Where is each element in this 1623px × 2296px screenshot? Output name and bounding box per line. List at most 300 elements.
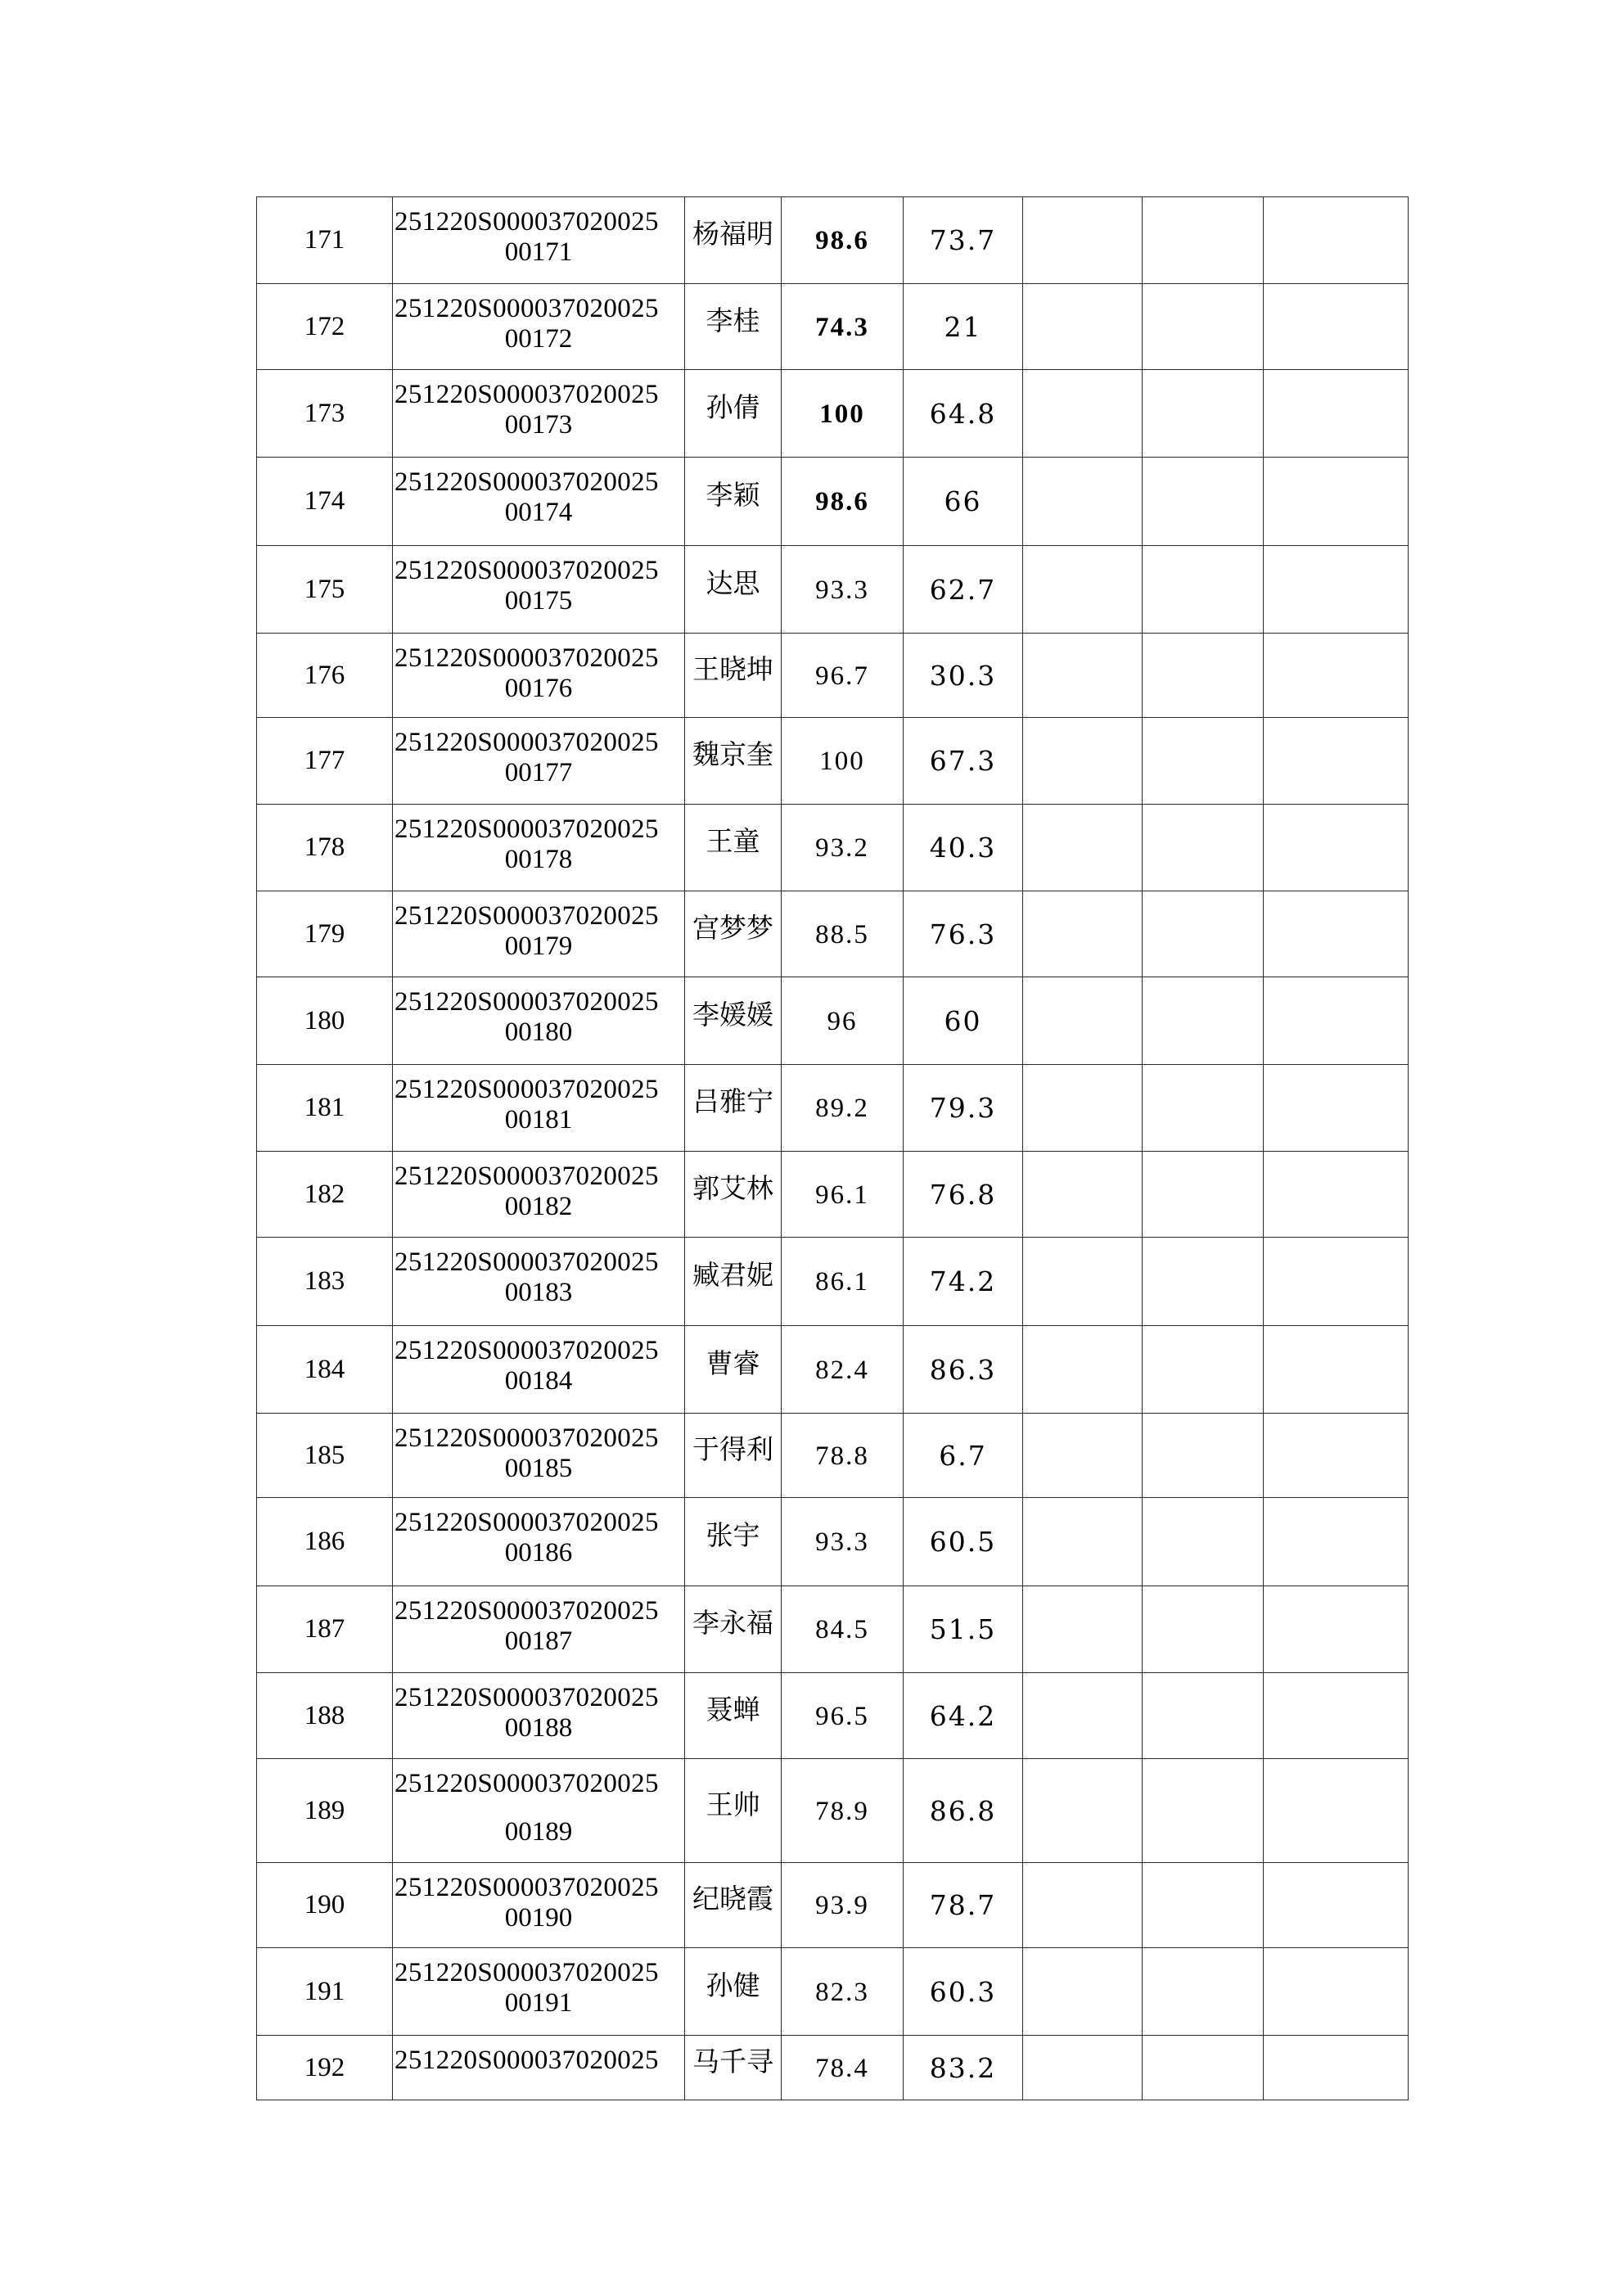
score-1-cell: [782, 1065, 904, 1152]
candidate-name-cell: [685, 1238, 782, 1326]
candidate-id-line-1: 251220S000037020025: [394, 294, 659, 323]
table-row: [257, 546, 1409, 634]
row-number-cell: [257, 1414, 393, 1498]
score-1-cell: [782, 197, 904, 284]
score-1-cell: [782, 891, 904, 977]
score-1-cell: [782, 1586, 904, 1673]
row-number-cell: [257, 977, 393, 1065]
candidate-id-cell: [393, 805, 685, 891]
table-row: [257, 1759, 1409, 1863]
candidate-id-line-1: 251220S000037020025: [394, 2046, 659, 2075]
candidate-name: 宫梦梦: [692, 911, 773, 944]
table-row: [257, 284, 1409, 370]
row-number: 192: [304, 2052, 345, 2082]
row-number: 185: [304, 1440, 345, 1470]
score-1-cell: [782, 1673, 904, 1759]
candidate-id-line-1: 251220S000037020025: [394, 1162, 659, 1191]
score-2: 76.3: [929, 918, 997, 950]
candidate-id-line-1: 251220S000037020025: [394, 643, 659, 673]
empty-cell-1: [1023, 1759, 1143, 1863]
candidate-id-cell: [393, 546, 685, 634]
row-number-cell: [257, 634, 393, 718]
row-number-cell: [257, 891, 393, 977]
empty-cell-3: [1264, 1414, 1409, 1498]
empty-cell-3: [1264, 1152, 1409, 1238]
empty-cell-3: [1264, 1948, 1409, 2036]
score-2: 60.3: [929, 1975, 997, 2008]
table-row: [257, 1498, 1409, 1586]
candidate-name: 王帅: [706, 1788, 760, 1820]
empty-cell-3: [1264, 977, 1409, 1065]
candidate-name: 李媛媛: [692, 998, 773, 1031]
candidate-name-cell: [685, 1326, 782, 1414]
empty-cell-1: [1023, 1414, 1143, 1498]
candidate-id-line-2: 00189: [504, 1817, 573, 1847]
score-2-cell: [904, 1673, 1023, 1759]
candidate-name: 杨福明: [692, 218, 773, 250]
candidate-id-line-2: 00187: [504, 1626, 573, 1656]
score-1-cell: [782, 546, 904, 634]
empty-cell-2: [1143, 1586, 1264, 1673]
candidate-name: 孙倩: [706, 390, 760, 423]
table-row: [257, 718, 1409, 805]
table-row: [257, 1948, 1409, 2036]
score-2-cell: [904, 1326, 1023, 1414]
score-2-cell: [904, 1414, 1023, 1498]
candidate-id-cell: [393, 1326, 685, 1414]
candidate-name: 魏京奎: [692, 738, 773, 770]
empty-cell-3: [1264, 1238, 1409, 1326]
score-1: 98.6: [815, 487, 869, 516]
empty-cell-3: [1264, 546, 1409, 634]
table-row: [257, 2036, 1409, 2100]
empty-cell-3: [1264, 1673, 1409, 1759]
empty-cell-2: [1143, 1673, 1264, 1759]
candidate-id-cell: [393, 634, 685, 718]
candidate-id-line-1: 251220S000037020025: [394, 1873, 659, 1902]
score-2: 51.5: [929, 1613, 997, 1645]
table-row: [257, 1326, 1409, 1414]
row-number-cell: [257, 1759, 393, 1863]
empty-cell-1: [1023, 197, 1143, 284]
row-number-cell: [257, 1498, 393, 1586]
score-2-cell: [904, 718, 1023, 805]
candidate-name: 臧君妮: [692, 1259, 773, 1291]
score-2-cell: [904, 977, 1023, 1065]
row-number: 171: [304, 225, 345, 255]
candidate-id-line-2: 00171: [504, 237, 573, 267]
row-number: 179: [304, 918, 345, 949]
score-1-cell: [782, 1498, 904, 1586]
empty-cell-1: [1023, 1152, 1143, 1238]
score-2-cell: [904, 805, 1023, 891]
empty-cell-1: [1023, 1065, 1143, 1152]
candidate-id-line-1: 251220S000037020025: [394, 814, 659, 844]
candidate-id-cell: [393, 1586, 685, 1673]
empty-cell-2: [1143, 1498, 1264, 1586]
score-1-cell: [782, 805, 904, 891]
score-2: 60: [944, 1004, 982, 1037]
candidate-name-cell: [685, 634, 782, 718]
score-2: 62.7: [929, 573, 997, 606]
row-number: 173: [304, 398, 345, 428]
score-1-cell: [782, 370, 904, 458]
candidate-id-line-1: 251220S000037020025: [394, 987, 659, 1017]
candidate-id-line-1: 251220S000037020025: [394, 1247, 659, 1277]
empty-cell-2: [1143, 634, 1264, 718]
candidate-name: 李桂: [706, 304, 760, 336]
candidate-id-cell: [393, 458, 685, 546]
empty-cell-2: [1143, 805, 1264, 891]
score-1: 86.1: [815, 1267, 869, 1297]
candidate-id-line-2: 00191: [504, 1988, 573, 2018]
score-1: 93.9: [815, 1891, 869, 1920]
candidate-name: 郭艾林: [692, 1171, 773, 1204]
score-1-cell: [782, 458, 904, 546]
empty-cell-3: [1264, 718, 1409, 805]
table-row: [257, 1863, 1409, 1948]
empty-cell-1: [1023, 1673, 1143, 1759]
score-2: 64.2: [929, 1699, 997, 1732]
score-2-cell: [904, 1498, 1023, 1586]
empty-cell-2: [1143, 1759, 1264, 1863]
score-2: 73.7: [929, 224, 997, 256]
empty-cell-3: [1264, 805, 1409, 891]
candidate-id-cell: [393, 284, 685, 370]
empty-cell-2: [1143, 1238, 1264, 1326]
empty-cell-3: [1264, 2036, 1409, 2100]
candidate-id-line-1: 251220S000037020025: [394, 1683, 659, 1712]
score-2: 40.3: [929, 832, 997, 864]
row-number: 175: [304, 574, 345, 604]
row-number-cell: [257, 284, 393, 370]
score-1: 98.6: [815, 226, 869, 255]
candidate-id-cell: [393, 1414, 685, 1498]
table-row: [257, 634, 1409, 718]
empty-cell-3: [1264, 1065, 1409, 1152]
candidate-id-line-1: 251220S000037020025: [394, 556, 659, 585]
score-1-cell: [782, 634, 904, 718]
score-2: 66: [944, 485, 982, 517]
score-1: 96: [827, 1006, 858, 1036]
candidate-id-line-1: 251220S000037020025: [394, 1958, 659, 1987]
score-2-cell: [904, 1759, 1023, 1863]
row-number-cell: [257, 1948, 393, 2036]
empty-cell-2: [1143, 458, 1264, 546]
empty-cell-1: [1023, 891, 1143, 977]
candidate-name-cell: [685, 197, 782, 284]
candidate-id-line-2: 00180: [504, 1017, 573, 1047]
candidate-name-cell: [685, 805, 782, 891]
empty-cell-1: [1023, 1238, 1143, 1326]
empty-cell-1: [1023, 634, 1143, 718]
score-2-cell: [904, 634, 1023, 718]
score-1: 96.1: [815, 1180, 869, 1210]
candidate-name-cell: [685, 458, 782, 546]
candidate-id-line-1: 251220S000037020025: [394, 1336, 659, 1365]
table-row: [257, 370, 1409, 458]
empty-cell-2: [1143, 1948, 1264, 2036]
score-2-cell: [904, 546, 1023, 634]
row-number-cell: [257, 1863, 393, 1948]
candidate-name-cell: [685, 1759, 782, 1863]
candidate-id-cell: [393, 977, 685, 1065]
candidate-id-line-1: 251220S000037020025: [394, 728, 659, 757]
row-number-cell: [257, 197, 393, 284]
row-number: 190: [304, 1890, 345, 1919]
score-2: 60.5: [929, 1526, 997, 1558]
score-1-cell: [782, 977, 904, 1065]
row-number: 188: [304, 1700, 345, 1730]
score-2-cell: [904, 2036, 1023, 2100]
row-number: 191: [304, 1976, 345, 2006]
candidate-id-line-2: 00182: [504, 1192, 573, 1221]
empty-cell-1: [1023, 1586, 1143, 1673]
candidate-name: 纪晓霞: [692, 1883, 773, 1915]
row-number: 184: [304, 1354, 345, 1384]
score-1-cell: [782, 1238, 904, 1326]
empty-cell-2: [1143, 2036, 1264, 2100]
candidate-id-line-1: 251220S000037020025: [394, 1769, 659, 1798]
candidate-name-cell: [685, 1863, 782, 1948]
row-number: 182: [304, 1179, 345, 1209]
score-2: 30.3: [929, 659, 997, 692]
candidate-id-line-1: 251220S000037020025: [394, 380, 659, 409]
score-1-cell: [782, 1326, 904, 1414]
row-number: 187: [304, 1614, 345, 1644]
candidate-name-cell: [685, 1065, 782, 1152]
candidate-name-cell: [685, 1414, 782, 1498]
score-1: 82.3: [815, 1977, 869, 2007]
row-number-cell: [257, 1326, 393, 1414]
table-row: [257, 1673, 1409, 1759]
score-1-cell: [782, 1414, 904, 1498]
score-table: [256, 196, 1409, 2100]
row-number: 177: [304, 746, 345, 775]
table-row: [257, 805, 1409, 891]
table-body: [257, 197, 1409, 2100]
empty-cell-2: [1143, 718, 1264, 805]
candidate-id-cell: [393, 197, 685, 284]
empty-cell-1: [1023, 718, 1143, 805]
score-2-cell: [904, 1863, 1023, 1948]
score-2: 21: [944, 310, 982, 343]
row-number: 189: [304, 1795, 345, 1825]
row-number: 183: [304, 1266, 345, 1296]
candidate-id-line-2: 00185: [504, 1454, 573, 1483]
row-number: 178: [304, 832, 345, 862]
empty-cell-3: [1264, 891, 1409, 977]
candidate-id-line-1: 251220S000037020025: [394, 1075, 659, 1104]
score-2: 6.7: [939, 1439, 987, 1472]
empty-cell-1: [1023, 284, 1143, 370]
score-2-cell: [904, 1948, 1023, 2036]
score-2: 67.3: [929, 745, 997, 777]
empty-cell-3: [1264, 370, 1409, 458]
table-row: [257, 1586, 1409, 1673]
score-1: 93.2: [815, 833, 869, 863]
candidate-name-cell: [685, 370, 782, 458]
score-2: 74.2: [929, 1265, 997, 1297]
score-2-cell: [904, 458, 1023, 546]
candidate-id-cell: [393, 1759, 685, 1863]
row-number-cell: [257, 1065, 393, 1152]
candidate-id-cell: [393, 891, 685, 977]
row-number-cell: [257, 1586, 393, 1673]
candidate-name-cell: [685, 1498, 782, 1586]
candidate-id-line-2: 00183: [504, 1278, 573, 1307]
row-number-cell: [257, 1152, 393, 1238]
empty-cell-2: [1143, 546, 1264, 634]
candidate-id-line-2: 00177: [504, 758, 573, 787]
candidate-id-line-2: 00173: [504, 410, 573, 440]
candidate-name-cell: [685, 2036, 782, 2100]
row-number-cell: [257, 1673, 393, 1759]
table-row: [257, 1065, 1409, 1152]
candidate-id-line-2: 00181: [504, 1105, 573, 1134]
candidate-name: 张宇: [706, 1519, 760, 1551]
row-number-cell: [257, 2036, 393, 2100]
row-number-cell: [257, 718, 393, 805]
score-2-cell: [904, 1152, 1023, 1238]
candidate-name: 曹睿: [706, 1346, 760, 1379]
score-1: 93.3: [815, 1527, 869, 1557]
empty-cell-1: [1023, 805, 1143, 891]
score-1-cell: [782, 718, 904, 805]
candidate-id-line-2: 00174: [504, 498, 573, 527]
score-2: 83.2: [929, 2051, 997, 2084]
candidate-name-cell: [685, 284, 782, 370]
candidate-id-line-1: 251220S000037020025: [394, 1596, 659, 1626]
empty-cell-1: [1023, 1326, 1143, 1414]
empty-cell-1: [1023, 458, 1143, 546]
score-1: 84.5: [815, 1615, 869, 1644]
candidate-id-cell: [393, 1238, 685, 1326]
score-1-cell: [782, 1759, 904, 1863]
candidate-id-line-1: 251220S000037020025: [394, 1508, 659, 1537]
score-2-cell: [904, 284, 1023, 370]
empty-cell-1: [1023, 977, 1143, 1065]
candidate-name-cell: [685, 977, 782, 1065]
score-1-cell: [782, 2036, 904, 2100]
row-number: 181: [304, 1093, 345, 1122]
empty-cell-1: [1023, 1948, 1143, 2036]
candidate-id-line-2: 00186: [504, 1538, 573, 1568]
empty-cell-3: [1264, 634, 1409, 718]
score-1: 78.8: [815, 1441, 869, 1471]
score-1: 78.4: [815, 2053, 869, 2083]
candidate-name: 于得利: [692, 1432, 773, 1465]
score-2-cell: [904, 891, 1023, 977]
empty-cell-3: [1264, 197, 1409, 284]
candidate-id-cell: [393, 2036, 685, 2100]
table-row: [257, 458, 1409, 546]
candidate-id-line-2: 00172: [504, 324, 573, 354]
candidate-id-line-1: 251220S000037020025: [394, 901, 659, 931]
candidate-id-cell: [393, 1673, 685, 1759]
candidate-id-line-1: 251220S000037020025: [394, 1423, 659, 1453]
empty-cell-2: [1143, 891, 1264, 977]
score-1: 93.3: [815, 575, 869, 605]
candidate-name: 李颖: [706, 479, 760, 511]
empty-cell-1: [1023, 370, 1143, 458]
score-2-cell: [904, 1238, 1023, 1326]
candidate-id-line-2: 00176: [504, 674, 573, 703]
candidate-id-line-2: 00190: [504, 1903, 573, 1933]
table-row: [257, 1414, 1409, 1498]
score-2-cell: [904, 1065, 1023, 1152]
candidate-name: 聂蝉: [706, 1693, 760, 1725]
row-number: 180: [304, 1005, 345, 1035]
score-1: 100: [819, 399, 865, 429]
candidate-name-cell: [685, 718, 782, 805]
table-row: [257, 891, 1409, 977]
empty-cell-3: [1264, 1498, 1409, 1586]
row-number: 172: [304, 311, 345, 341]
candidate-name: 王童: [706, 825, 760, 857]
candidate-id-line-2: 00179: [504, 931, 573, 961]
empty-cell-1: [1023, 1498, 1143, 1586]
candidate-name-cell: [685, 1673, 782, 1759]
empty-cell-3: [1264, 1863, 1409, 1948]
score-2: 64.8: [929, 397, 997, 430]
candidate-name-cell: [685, 1948, 782, 2036]
empty-cell-1: [1023, 546, 1143, 634]
score-2: 86.8: [929, 1794, 997, 1827]
candidate-id-cell: [393, 1498, 685, 1586]
score-1: 88.5: [815, 919, 869, 950]
candidate-name: 吕雅宁: [692, 1085, 773, 1117]
candidate-id-line-2: 00178: [504, 845, 573, 874]
empty-cell-3: [1264, 284, 1409, 370]
empty-cell-3: [1264, 1586, 1409, 1673]
row-number-cell: [257, 1238, 393, 1326]
row-number: 176: [304, 660, 345, 690]
candidate-name: 孙健: [706, 1969, 760, 2001]
score-2: 79.3: [929, 1092, 997, 1124]
candidate-id-cell: [393, 370, 685, 458]
empty-cell-2: [1143, 370, 1264, 458]
score-1: 74.3: [815, 312, 869, 342]
score-2: 86.3: [929, 1353, 997, 1386]
score-1-cell: [782, 1948, 904, 2036]
score-2-cell: [904, 1586, 1023, 1673]
candidate-id-cell: [393, 1948, 685, 2036]
empty-cell-3: [1264, 1759, 1409, 1863]
candidate-name-cell: [685, 546, 782, 634]
score-2-cell: [904, 370, 1023, 458]
candidate-id-cell: [393, 1065, 685, 1152]
empty-cell-1: [1023, 1863, 1143, 1948]
empty-cell-2: [1143, 284, 1264, 370]
candidate-name-cell: [685, 891, 782, 977]
score-1-cell: [782, 1152, 904, 1238]
score-1: 89.2: [815, 1094, 869, 1123]
candidate-name: 李永福: [692, 1607, 773, 1639]
empty-cell-2: [1143, 1414, 1264, 1498]
row-number: 174: [304, 486, 345, 516]
row-number-cell: [257, 805, 393, 891]
row-number: 186: [304, 1527, 345, 1556]
score-1-cell: [782, 1863, 904, 1948]
candidate-id-line-2: 00188: [504, 1713, 573, 1743]
empty-cell-2: [1143, 977, 1264, 1065]
table-row: [257, 977, 1409, 1065]
candidate-name-cell: [685, 1152, 782, 1238]
score-1: 100: [819, 747, 865, 776]
score-2: 78.7: [929, 1889, 997, 1921]
candidate-id-cell: [393, 718, 685, 805]
